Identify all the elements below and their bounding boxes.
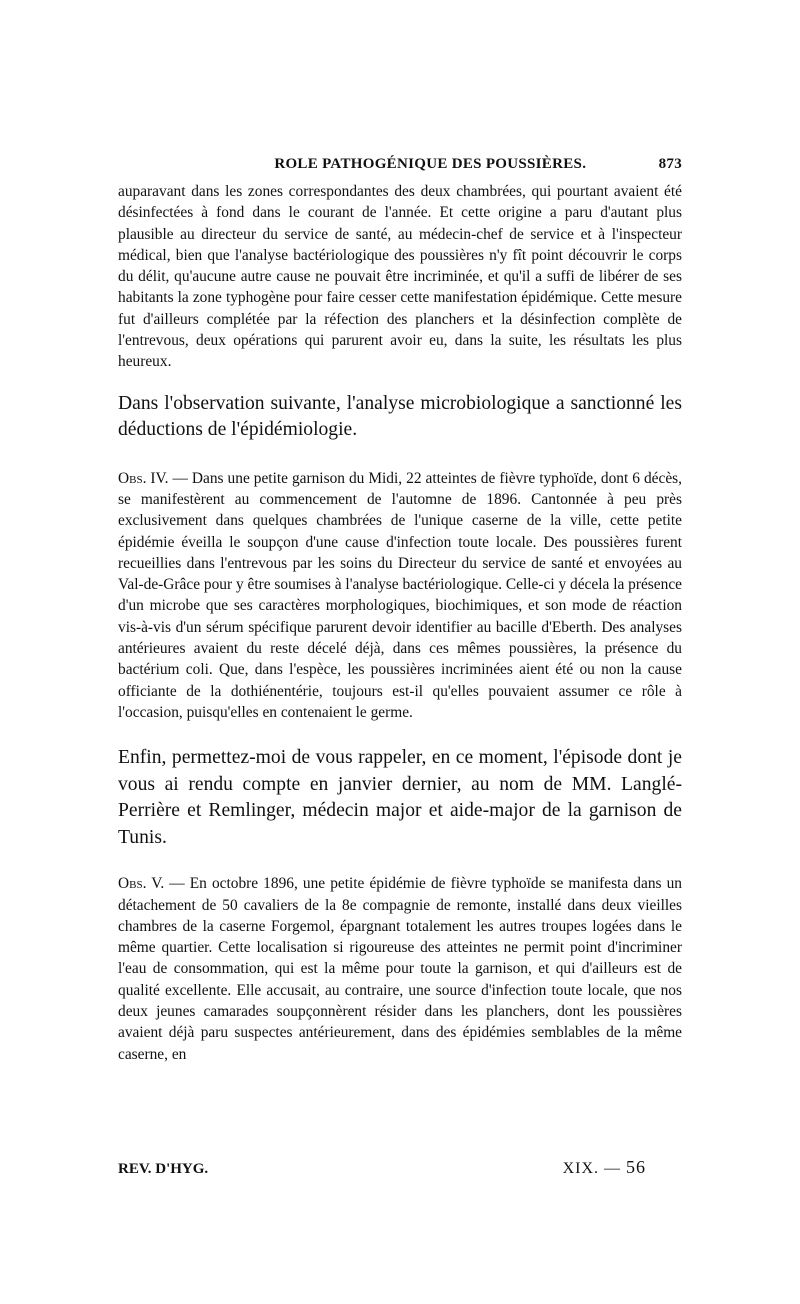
signature-dash: — xyxy=(604,1160,621,1177)
obs5-text: — En octobre 1896, une petite épidémie de fièvre typhoïde se manifesta dans un détachement de 50 cavaliers de la 8e compagnie de remonte, installé dans deux vieilles chambres de la caserne Forgemol, épargnant totalement les autres troupes logées dans le même quartier. Cette localisation si rigoureuse des atteintes ne permit point d'incriminer l'eau de consommation, qui est la même pour toute la garnison, et qui d'ailleurs est de qualité excellente. Elle accusait, au contraire, une source d'infection toute locale, que nos deux jeunes camarades soupçonnèrent résider dans les planchers, dont les poussières avaient déjà paru suspectes antérieurement, dans des épidémies semblables de la même caserne, en xyxy=(118,875,682,1063)
paragraph-continuation: auparavant dans les zones correspondantes des deux chambrées, qui pourtant avaient été désinfectées à fond dans le courant de l'année. Et cette origine a paru d'autant plus plausible au directeur du service de santé, au médecin-chef de service et à l'inspecteur médical, bien que l'analyse bactériologique des poussières n'y fît point découvrir le corps du délit, qu'aucune autre cause ne pouvait être incriminée, et qu'il a suffi de libérer de ses habitants la zone typhogène pour faire cesser cette manifestation épidémique. Cette mesure fut d'ailleurs complétée par la réfection des planchers et la désinfection complète de l'entrevous, deux opérations qui parurent avoir eu, dans la suite, les résultats les plus heureux. xyxy=(118,183,682,371)
page-number: 873 xyxy=(658,156,682,172)
running-title: ROLE PATHOGÉNIQUE DES POUSSIÈRES. xyxy=(274,156,587,172)
obs4-text: — Dans une petite garnison du Midi, 22 atteintes de fièvre typhoïde, dont 6 décès, se manifestèrent au commencement de l'automne de 1896. Cantonnée à peu près exclusivement dans quelques chambrées de l'unique caserne de la ville, cette petite épidémie éveilla le soupçon d'une cause d'infection toute locale. Des poussières furent recueillies dans l'entrevous par les soins du Directeur du service de santé et envoyées au Val-de-Grâce pour y être soumises à l'analyse bactériologique. Celle-ci y décela la présence d'un microbe que ses caractères morphologiques, biochimiques, et son mode de réaction vis-à-vis d'un sérum spécifique parurent devoir identifier au bacille d'Eberth. Des analyses antérieures avaient du reste décelé déjà, dans ces mêmes poussières, la présence du bactérium coli. Que, dans l'espèce, les poussières incriminées aient été ou non la cause officiante de la dothiénentérie, toujours est-il qu'elles pouvaient assumer ce rôle à l'occasion, puisqu'elles en contenaient le germe. xyxy=(118,469,682,721)
volume-number: XIX. xyxy=(562,1160,599,1177)
running-header xyxy=(118,156,682,173)
signature-mark xyxy=(563,1157,646,1178)
paragraph-intro-obs5: Enfin, permettez-moi de vous rappeler, en ce moment, l'épisode dont je vous ai rendu compte en janvier dernier, au nom de MM. Langlé-Perrière et Remlinger, médecin major et aide-major de la garnison de Tunis. xyxy=(118,747,682,848)
paragraph-intro-obs4: Dans l'observation suivante, l'analyse microbiologique a sanctionné les déductions de l'épidémiologie. xyxy=(118,392,682,441)
paragraph-obs4 xyxy=(118,468,682,724)
page-footer xyxy=(118,1157,646,1178)
journal-abbrev: REV. D'HYG. xyxy=(118,1161,209,1177)
paragraph-obs5 xyxy=(118,873,682,1065)
obs4-label: Obs. IV. xyxy=(118,469,169,487)
page-body xyxy=(118,156,682,1065)
signature-number: 56 xyxy=(626,1157,646,1177)
obs5-label: Obs. V. xyxy=(118,875,165,893)
